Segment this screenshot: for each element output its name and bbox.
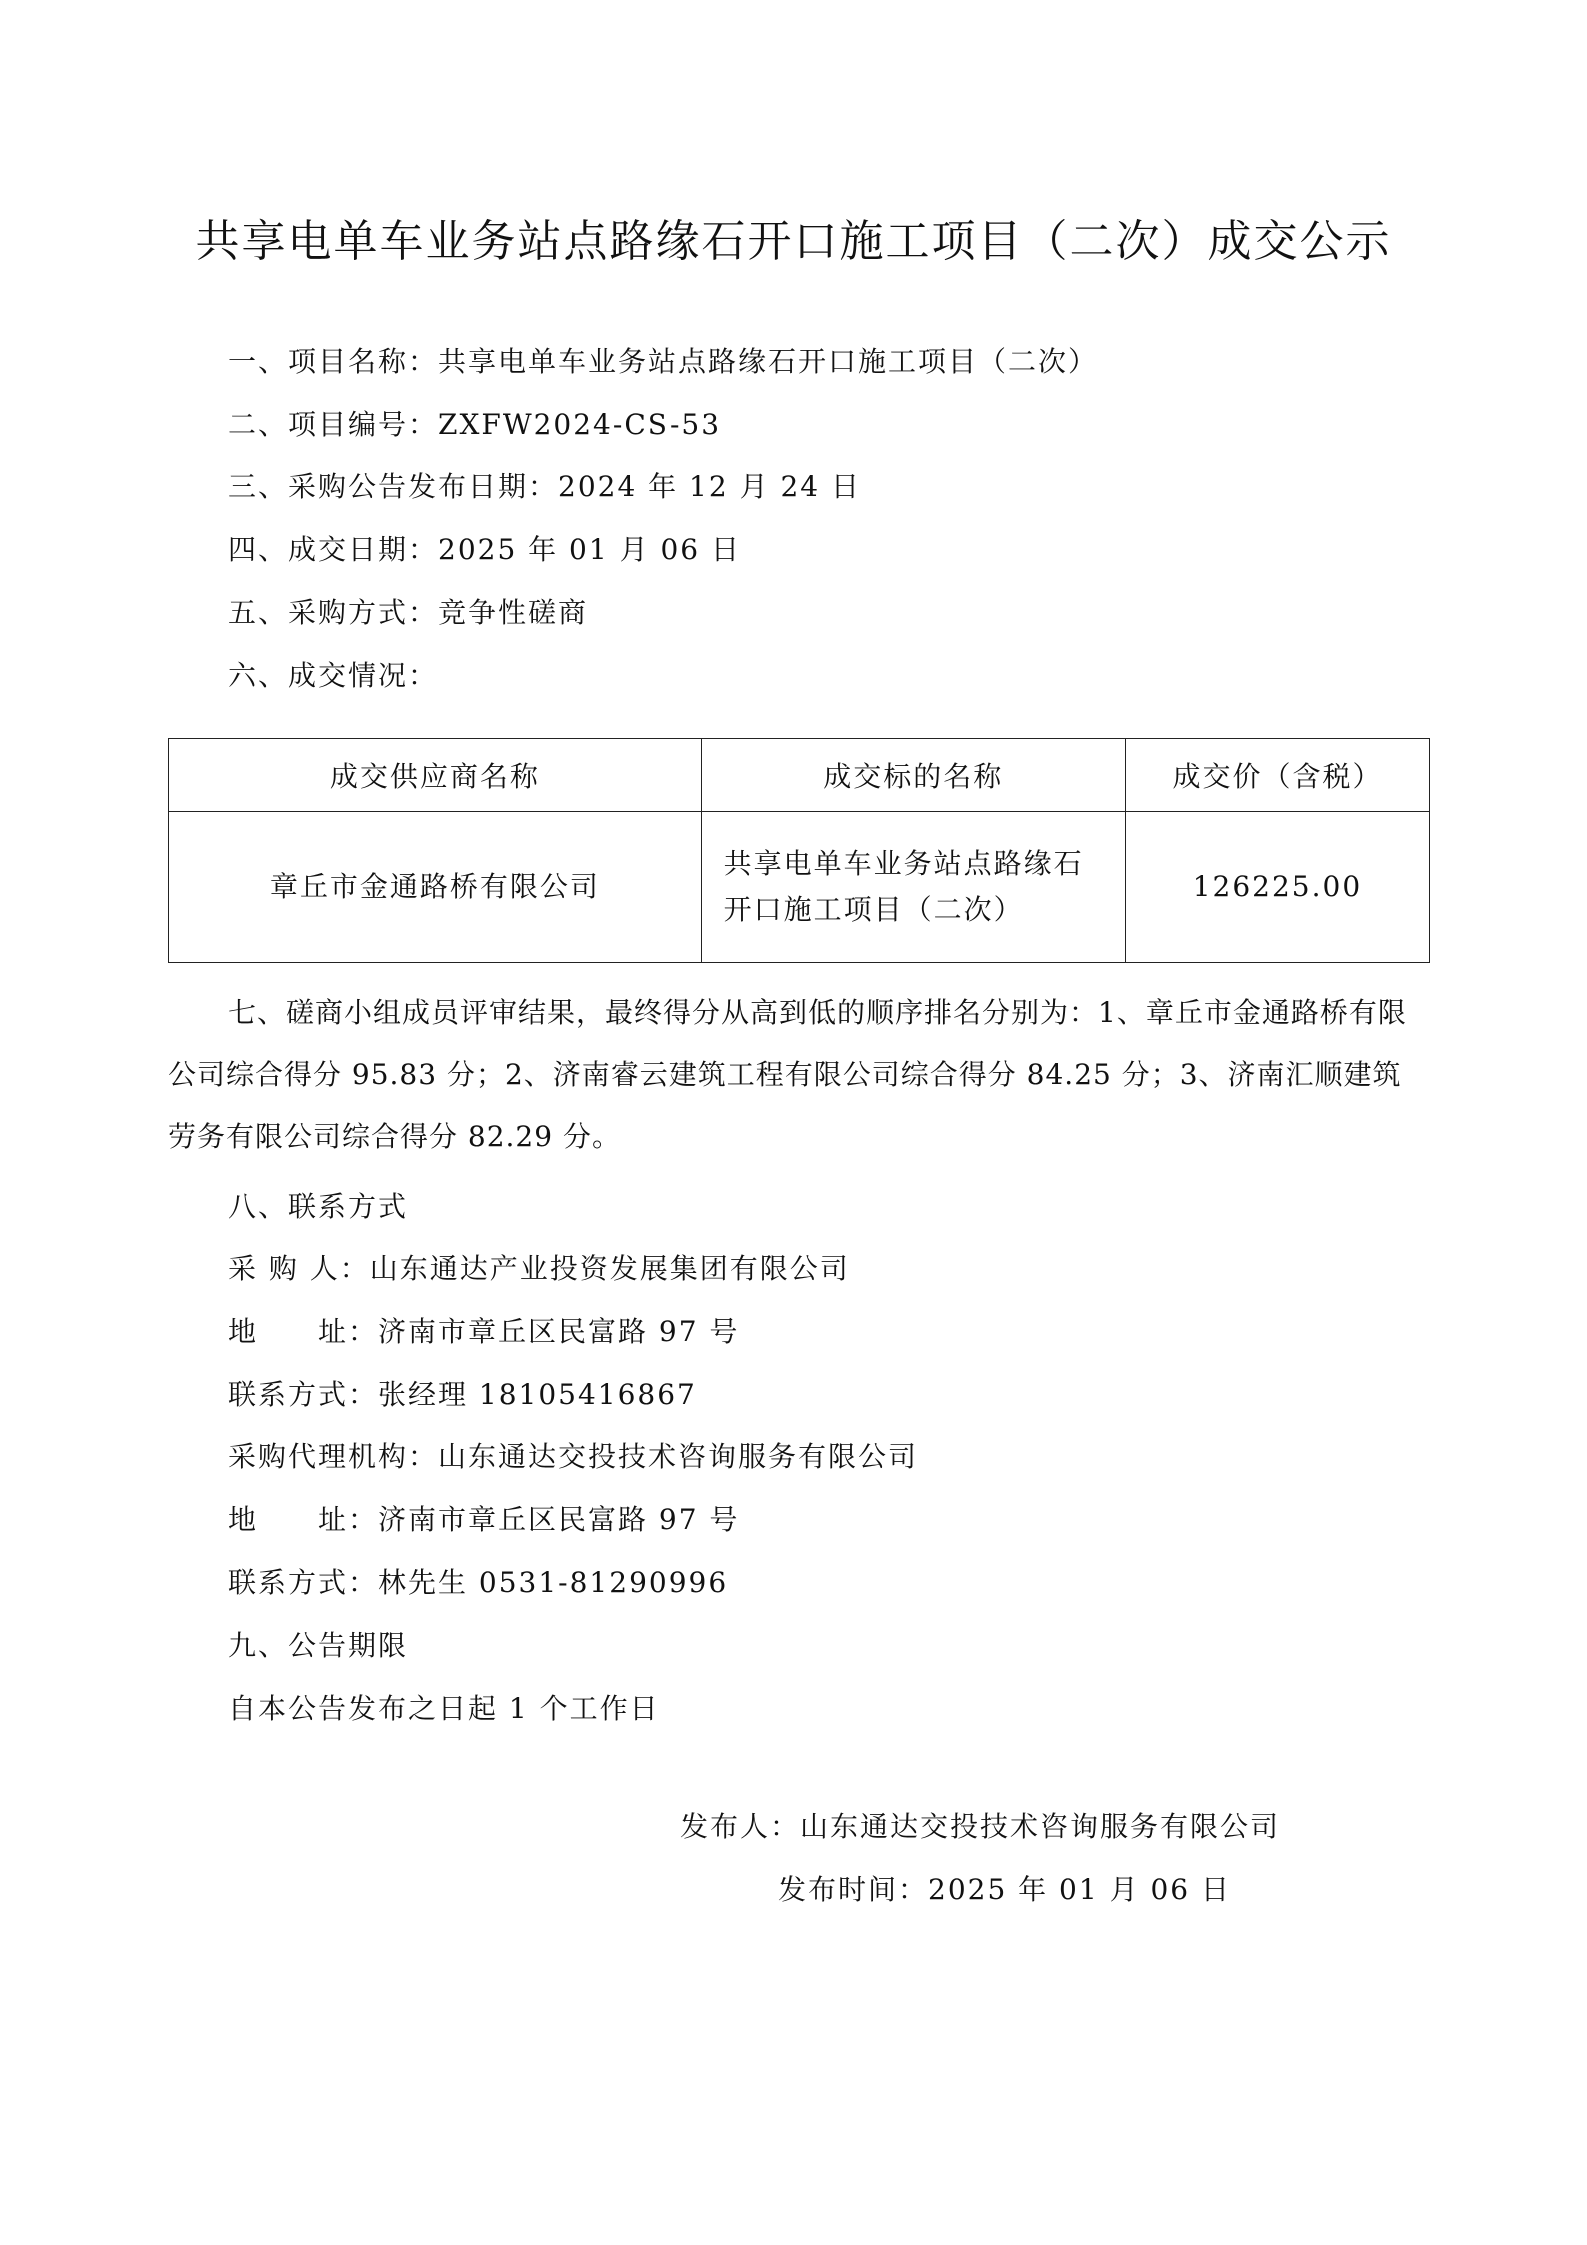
period-text: 自本公告发布之日起 1 个工作日: [228, 1692, 660, 1725]
table-row: [169, 812, 1430, 963]
table-header-price: 成交价（含税）: [1125, 739, 1429, 812]
document-title: 共享电单车业务站点路缘石开口施工项目（二次）成交公示: [195, 216, 1392, 267]
period-heading: 九、公告期限: [228, 1629, 409, 1662]
publisher-line: 发布人：山东通达交投技术咨询服务有限公司: [680, 1810, 1281, 1843]
contact-heading: 八、联系方式: [228, 1190, 409, 1223]
table-cell-supplier: 章丘市金通路桥有限公司: [169, 812, 702, 963]
item-deal-date: 四、成交日期：2025 年 01 月 06 日: [228, 533, 742, 566]
table-header-row: [169, 739, 1430, 812]
item-procurement-method: 五、采购方式：竞争性磋商: [228, 596, 589, 629]
review-result-paragraph: 七、磋商小组成员评审结果，最终得分从高到低的顺序排名分别为：1、章丘市金通路桥有限公司综合得分 95.83 分；2、济南睿云建筑工程有限公司综合得分 84.25 分；3、济南汇顺建筑劳务有限公司综合得分 82.29 分。: [168, 996, 1407, 1153]
item-project-name: 一、项目名称：共享电单车业务站点路缘石开口施工项目（二次）: [228, 345, 1099, 378]
deal-table: [168, 738, 1430, 963]
item-project-number: 二、项目编号：ZXFW2024-CS-53: [228, 408, 722, 441]
table-header-supplier: 成交供应商名称: [169, 739, 702, 812]
purchaser-line: 采 购 人：山东通达产业投资发展集团有限公司: [228, 1252, 850, 1285]
item-announcement-date: 三、采购公告发布日期：2024 年 12 月 24 日: [228, 470, 862, 503]
publish-time-line: 发布时间：2025 年 01 月 06 日: [778, 1873, 1232, 1906]
table-header-subject: 成交标的名称: [701, 739, 1125, 812]
purchaser-contact-line: 联系方式：张经理 18105416867: [228, 1378, 697, 1411]
agency-address-line: 地 址：济南市章丘区民富路 97 号: [228, 1503, 740, 1536]
agency-contact-line: 联系方式：林先生 0531-81290996: [228, 1566, 729, 1599]
agency-line: 采购代理机构：山东通达交投技术咨询服务有限公司: [228, 1440, 919, 1473]
table-cell-subject: 共享电单车业务站点路缘石开口施工项目（二次）: [701, 812, 1125, 963]
item-deal-status: 六、成交情况：: [228, 659, 439, 692]
table-cell-price: 126225.00: [1125, 812, 1429, 963]
purchaser-address-line: 地 址：济南市章丘区民富路 97 号: [228, 1315, 740, 1348]
